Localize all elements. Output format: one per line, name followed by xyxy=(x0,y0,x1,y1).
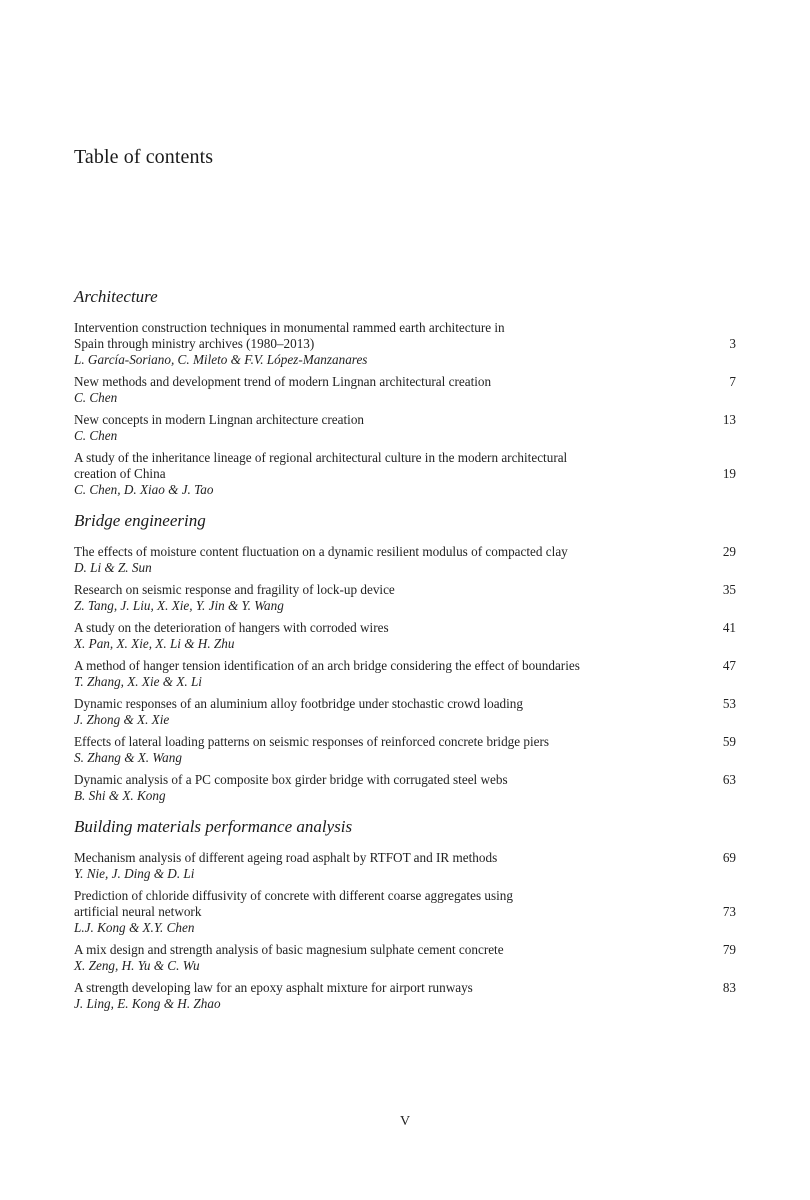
entry-title: New methods and development trend of modern Lingnan architectural creation xyxy=(74,374,492,389)
entry-title: New concepts in modern Lingnan architecture creation xyxy=(74,412,365,427)
entry-authors: Y. Nie, J. Ding & D. Li xyxy=(74,866,195,881)
entry-page-number: 19 xyxy=(722,466,736,481)
toc-entry[interactable] xyxy=(74,374,736,406)
section-heading: Architecture xyxy=(74,287,158,306)
entry-page-number: 13 xyxy=(722,412,736,427)
toc-entry[interactable] xyxy=(74,412,736,444)
entry-authors: C. Chen, D. Xiao & J. Tao xyxy=(74,482,214,497)
entry-page-number: 83 xyxy=(722,980,736,995)
toc-entry[interactable] xyxy=(74,620,736,652)
entry-title: Research on seismic response and fragility of lock-up device xyxy=(74,582,395,597)
entry-title: Mechanism analysis of different ageing road asphalt by RTFOT and IR methods xyxy=(74,850,498,865)
entry-page-number: 35 xyxy=(722,582,736,597)
entry-title: Intervention construction techniques in monumental rammed earth architecture in Spain through ministry archives (1980–2013) xyxy=(74,320,505,351)
section-heading: Building materials performance analysis xyxy=(74,817,353,836)
toc-entry[interactable] xyxy=(74,980,736,1012)
toc-entry[interactable] xyxy=(74,850,736,882)
entry-authors: J. Zhong & X. Xie xyxy=(74,712,170,727)
toc-section xyxy=(74,286,736,498)
entry-title: Dynamic responses of an aluminium alloy footbridge under stochastic crowd loading xyxy=(74,696,523,711)
entry-authors: X. Pan, X. Xie, X. Li & H. Zhu xyxy=(74,636,235,651)
entry-page-number: 7 xyxy=(729,374,736,389)
toc-entry[interactable] xyxy=(74,888,736,936)
toc-section xyxy=(74,510,736,804)
entry-authors: L.J. Kong & X.Y. Chen xyxy=(74,920,195,935)
toc-entry[interactable] xyxy=(74,772,736,804)
entry-title: A mix design and strength analysis of basic magnesium sulphate cement concrete xyxy=(74,942,504,957)
toc-entry[interactable] xyxy=(74,582,736,614)
entry-title: Prediction of chloride diffusivity of concrete with different coarse aggregates using artificial neural network xyxy=(74,888,513,919)
toc-entry[interactable] xyxy=(74,734,736,766)
entry-authors: C. Chen xyxy=(74,428,118,443)
entry-title: Dynamic analysis of a PC composite box girder bridge with corrugated steel webs xyxy=(74,772,508,787)
entry-page-number: 29 xyxy=(722,544,736,559)
entry-authors: Z. Tang, J. Liu, X. Xie, Y. Jin & Y. Wang xyxy=(74,598,284,613)
entry-authors: C. Chen xyxy=(74,390,118,405)
toc-entry[interactable] xyxy=(74,450,736,498)
toc-entry[interactable] xyxy=(74,658,736,690)
entry-page-number: 3 xyxy=(729,336,736,351)
entry-page-number: 73 xyxy=(722,904,736,919)
entry-title: A study of the inheritance lineage of regional architectural culture in the modern architectural creation of China xyxy=(74,450,568,481)
entry-page-number: 69 xyxy=(722,850,736,865)
entry-page-number: 47 xyxy=(722,658,736,673)
entry-title: A method of hanger tension identification of an arch bridge considering the effect of boundaries xyxy=(74,658,580,673)
entry-authors: L. García-Soriano, C. Mileto & F.V. López-Manzanares xyxy=(74,352,368,367)
toc-entry[interactable] xyxy=(74,696,736,728)
table-of-contents xyxy=(74,286,736,1018)
toc-entry[interactable] xyxy=(74,942,736,974)
entry-title: The effects of moisture content fluctuation on a dynamic resilient modulus of compacted clay xyxy=(74,544,568,559)
page-number-folio: V xyxy=(399,1114,411,1129)
toc-section xyxy=(74,816,736,1012)
toc-entry[interactable] xyxy=(74,544,736,576)
entry-page-number: 59 xyxy=(722,734,736,749)
entry-page-number: 79 xyxy=(722,942,736,957)
entry-authors: B. Shi & X. Kong xyxy=(74,788,166,803)
entry-page-number: 41 xyxy=(722,620,736,635)
toc-entry[interactable] xyxy=(74,320,736,368)
section-heading: Bridge engineering xyxy=(74,511,206,530)
entry-title: A study on the deterioration of hangers with corroded wires xyxy=(74,620,389,635)
entry-title: Effects of lateral loading patterns on seismic responses of reinforced concrete bridge piers xyxy=(74,734,550,749)
entry-page-number: 63 xyxy=(722,772,736,787)
entry-page-number: 53 xyxy=(722,696,736,711)
entry-authors: D. Li & Z. Sun xyxy=(74,560,152,575)
entry-authors: T. Zhang, X. Xie & X. Li xyxy=(74,674,202,689)
page-title: Table of contents xyxy=(74,146,214,168)
entry-authors: X. Zeng, H. Yu & C. Wu xyxy=(74,958,200,973)
entry-authors: J. Ling, E. Kong & H. Zhao xyxy=(74,996,221,1011)
entry-title: A strength developing law for an epoxy asphalt mixture for airport runways xyxy=(74,980,473,995)
entry-authors: S. Zhang & X. Wang xyxy=(74,750,182,765)
